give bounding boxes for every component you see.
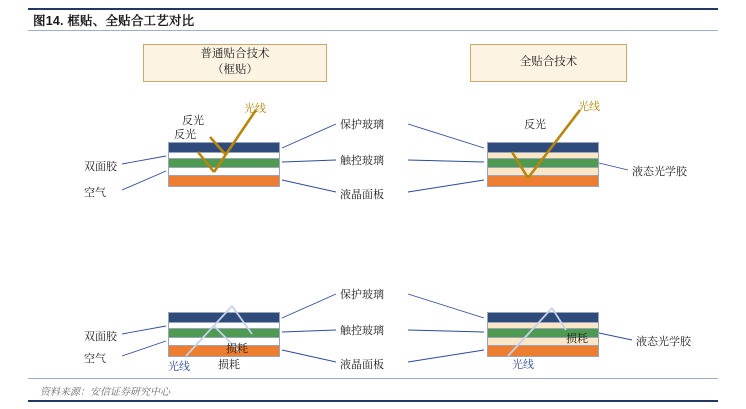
top-right-light-ray-label: 光线 bbox=[578, 101, 600, 113]
bottom-left-light-ray-label: 光线 bbox=[168, 361, 190, 373]
top-center-protect-glass-label: 保护玻璃 bbox=[340, 119, 384, 131]
top-right-outer-leader bbox=[599, 163, 628, 170]
header-conventional-line1: 普通贴合技术 bbox=[200, 48, 270, 61]
bottom-right-light-ray-label: 光线 bbox=[512, 359, 534, 371]
bottom-left-double-tape-label: 双面胶 bbox=[84, 331, 117, 343]
bottom-left-air-gap-label: 空气 bbox=[84, 353, 106, 365]
top-leader-lines-right bbox=[408, 124, 484, 192]
bottom-right-lcd-panel-layer bbox=[487, 345, 599, 357]
top-center-lcd-panel-label: 液晶面板 bbox=[340, 189, 384, 201]
bottom-center-touch-glass-label: 触控玻璃 bbox=[340, 325, 384, 337]
page-title: 图14. 框贴、全贴合工艺对比 bbox=[33, 14, 195, 28]
bottom-right-outer-leader bbox=[599, 333, 632, 340]
top-right-lcd-panel-layer bbox=[487, 175, 599, 187]
bottom-leader-lines-left bbox=[282, 294, 336, 362]
bottom-center-protect-glass-label: 保护玻璃 bbox=[340, 289, 384, 301]
bottom-center-lcd-panel-label: 液晶面板 bbox=[340, 359, 384, 371]
top-left-lcd-panel-layer bbox=[168, 175, 280, 187]
top-left-double-tape-label: 双面胶 bbox=[84, 161, 117, 173]
top-left-air-gap-label: 空气 bbox=[84, 187, 106, 199]
top-leader-lines-left bbox=[282, 124, 336, 192]
top-right-reflect-label: 反光 bbox=[524, 119, 546, 131]
bottom-right-oca-label: 液态光学胶 bbox=[636, 336, 691, 348]
top-left-reflect-label-2: 反光 bbox=[174, 129, 196, 141]
frame-top-border bbox=[28, 8, 718, 10]
bottom-leader-lines-right bbox=[408, 294, 484, 362]
bottom-left-outer-leaders bbox=[122, 326, 166, 356]
header-full-lamination-label: 全贴合技术 bbox=[519, 56, 578, 69]
header-conventional-bonding bbox=[143, 44, 327, 82]
title-divider bbox=[28, 30, 718, 31]
bottom-left-loss-label-2: 损耗 bbox=[218, 359, 240, 371]
frame-bottom-border bbox=[28, 400, 718, 402]
top-center-touch-glass-label: 触控玻璃 bbox=[340, 155, 384, 167]
top-right-oca-label: 液态光学胶 bbox=[632, 166, 687, 178]
top-left-reflect-label-1: 反光 bbox=[182, 115, 204, 127]
bottom-right-loss-label: 损耗 bbox=[566, 333, 588, 345]
source-divider bbox=[28, 378, 718, 379]
top-left-outer-leaders bbox=[122, 156, 166, 190]
header-conventional-line2: （框贴） bbox=[212, 64, 258, 76]
source-note: 资料来源：安信证券研究中心 bbox=[40, 387, 170, 398]
top-left-light-ray-label: 光线 bbox=[244, 103, 266, 115]
bottom-left-loss-label-1: 损耗 bbox=[226, 343, 248, 355]
header-full-lamination bbox=[470, 44, 627, 82]
